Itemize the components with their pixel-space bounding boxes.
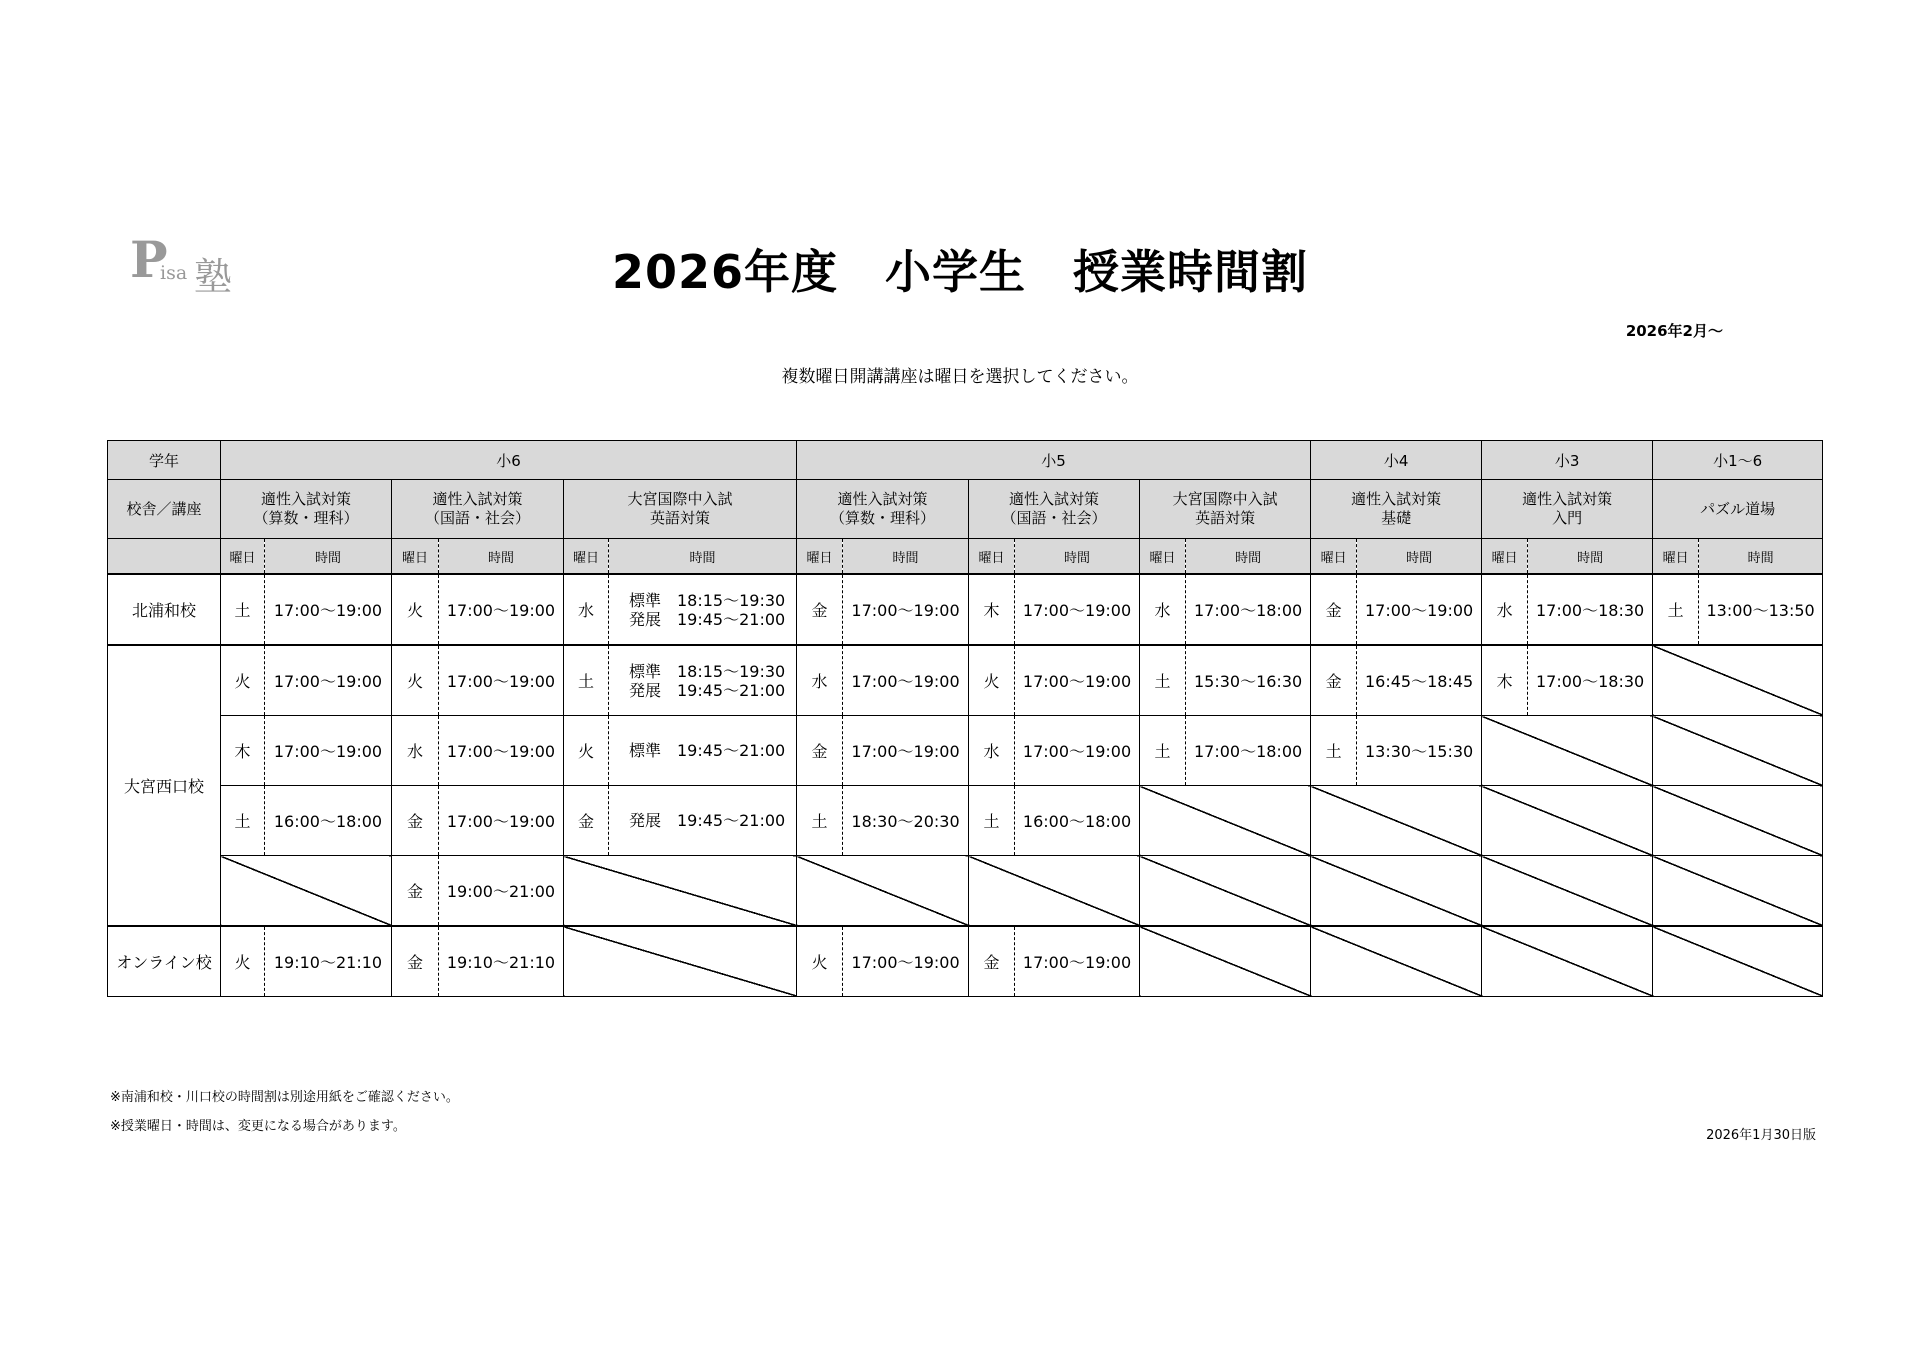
sub-header-time: 時間 [843,539,969,575]
day-cell: 金 [392,786,439,856]
timetable [107,440,1823,997]
time-cell: 19:10～21:10 [265,926,392,997]
sub-header-time: 時間 [1357,539,1482,575]
time-cell: 17:00～19:00 [265,574,392,645]
edition-date: 2026年1月30日版 [1706,1128,1816,1143]
table-row [108,926,1823,997]
time-cell: 13:30～15:30 [1357,716,1482,786]
time-cell: 17:00～19:00 [1015,574,1140,645]
grade-5-header: 小5 [797,441,1311,480]
day-cell: 金 [564,786,609,856]
day-cell: 土 [797,786,843,856]
day-cell: 土 [969,786,1015,856]
day-cell: 火 [221,926,265,997]
time-cell: 17:00～19:00 [1015,645,1140,716]
time-cell: 16:45～18:45 [1357,645,1482,716]
time-cell: 17:00～19:00 [1357,574,1482,645]
time-cell: 18:30～20:30 [843,786,969,856]
day-cell: 金 [392,856,439,927]
sub-header-day: 曜日 [1653,539,1699,575]
empty-slot [1482,786,1653,856]
empty-slot [1482,926,1653,997]
empty-slot [1653,645,1823,716]
course-g5-math-science: 適性入試対策 （算数・理科） [797,480,969,539]
time-cell: 17:00～19:00 [439,716,564,786]
day-cell: 水 [564,574,609,645]
empty-slot [1311,926,1482,997]
sub-header-day: 曜日 [1482,539,1528,575]
time-cell: 17:00～19:00 [439,786,564,856]
day-cell: 土 [221,574,265,645]
sub-header-time: 時間 [1015,539,1140,575]
time-cell: 17:00～18:30 [1528,574,1653,645]
day-cell: 土 [564,645,609,716]
time-cell: 17:00～19:00 [439,645,564,716]
day-cell: 火 [797,926,843,997]
page-title: 2026年度 小学生 授業時間割 [611,245,1309,299]
time-cell: 17:00～19:00 [265,645,392,716]
course-g6-english: 大宮国際中入試 英語対策 [564,480,797,539]
selection-note: 複数曜日開講講座は曜日を選択してください。 [781,367,1139,387]
empty-slot [1311,856,1482,927]
time-cell: 発展 19:45～21:00 [609,786,797,856]
day-cell: 金 [392,926,439,997]
empty-slot [1140,786,1311,856]
day-cell: 水 [1482,574,1528,645]
empty-slot [1482,856,1653,927]
time-cell: 17:00～19:00 [843,716,969,786]
empty-slot [1482,716,1653,786]
grade-4-header: 小4 [1311,441,1482,480]
empty-slot [1311,786,1482,856]
logo-juku: 塾 [194,255,233,299]
day-cell: 木 [1482,645,1528,716]
day-cell: 金 [797,716,843,786]
course-g3-intro: 適性入試対策 入門 [1482,480,1653,539]
sub-header-day: 曜日 [969,539,1015,575]
logo-isa: isa [160,262,188,284]
day-cell: 火 [392,574,439,645]
time-cell: 17:00～19:00 [1015,926,1140,997]
course-g6-japanese-social: 適性入試対策 （国語・社会） [392,480,564,539]
time-cell: 19:00～21:00 [439,856,564,927]
time-cell: 16:00～18:00 [265,786,392,856]
empty-slot [1140,856,1311,927]
empty-slot [221,856,392,927]
day-cell: 火 [564,716,609,786]
time-cell: 17:00～19:00 [843,926,969,997]
day-cell: 火 [221,645,265,716]
sub-header-day: 曜日 [797,539,843,575]
time-cell: 17:00～18:00 [1186,716,1311,786]
sub-header-time: 時間 [609,539,797,575]
day-cell: 土 [1140,645,1186,716]
sub-header-blank [108,539,221,575]
table-row [108,716,1823,786]
day-cell: 火 [392,645,439,716]
sub-header-time: 時間 [265,539,392,575]
day-cell: 土 [1311,716,1357,786]
day-cell: 水 [969,716,1015,786]
day-cell: 金 [797,574,843,645]
day-cell: 土 [221,786,265,856]
time-cell: 17:00～19:00 [1015,716,1140,786]
empty-slot [797,856,969,927]
empty-slot [1653,716,1823,786]
time-cell: 17:00～18:30 [1528,645,1653,716]
sub-header-day: 曜日 [1140,539,1186,575]
time-cell: 17:00～19:00 [265,716,392,786]
time-cell: 標準 19:45～21:00 [609,716,797,786]
table-row [108,856,1823,927]
time-cell: 19:10～21:10 [439,926,564,997]
sub-header-day: 曜日 [1311,539,1357,575]
grade-header-label: 学年 [108,441,221,480]
time-cell: 17:00～19:00 [843,645,969,716]
time-cell: 17:00～19:00 [843,574,969,645]
day-cell: 木 [221,716,265,786]
day-cell: 土 [1140,716,1186,786]
day-cell: 水 [1140,574,1186,645]
table-row [108,786,1823,856]
course-g5-english: 大宮国際中入試 英語対策 [1140,480,1311,539]
empty-slot [564,856,797,927]
time-cell: 標準 18:15～19:30 発展 19:45～21:00 [609,574,797,645]
grade-1-6-header: 小1～6 [1653,441,1823,480]
time-cell: 標準 18:15～19:30 発展 19:45～21:00 [609,645,797,716]
sub-header-time: 時間 [439,539,564,575]
course-g5-japanese-social: 適性入試対策 （国語・社会） [969,480,1140,539]
time-cell: 15:30～16:30 [1186,645,1311,716]
grade-6-header: 小6 [221,441,797,480]
school-online: オンライン校 [108,926,221,997]
course-header-label: 校舎／講座 [108,480,221,539]
empty-slot [969,856,1140,927]
empty-slot [1653,786,1823,856]
time-cell: 16:00～18:00 [1015,786,1140,856]
sub-header-time: 時間 [1699,539,1823,575]
empty-slot [1653,856,1823,927]
time-cell: 13:00～13:50 [1699,574,1823,645]
school-kitaurawa: 北浦和校 [108,574,221,645]
course-puzzle-dojo: パズル道場 [1653,480,1823,539]
day-cell: 金 [1311,574,1357,645]
school-omiya-nishiguchi: 大宮西口校 [108,645,221,926]
empty-slot [564,926,797,997]
day-cell: 水 [392,716,439,786]
day-cell: 金 [969,926,1015,997]
footnote-schedule-change: ※授業曜日・時間は、変更になる場合があります。 [110,1119,406,1134]
sub-header-day: 曜日 [564,539,609,575]
table-row [108,645,1823,716]
time-cell: 17:00～19:00 [439,574,564,645]
grade-3-header: 小3 [1482,441,1653,480]
table-row [108,574,1823,645]
empty-slot [1653,926,1823,997]
logo-letter-p: P [130,230,168,289]
day-cell: 金 [1311,645,1357,716]
sub-header-day: 曜日 [392,539,439,575]
day-cell: 水 [797,645,843,716]
day-cell: 土 [1653,574,1699,645]
footnote-other-schools: ※南浦和校・川口校の時間割は別途用紙をご確認ください。 [110,1090,459,1105]
day-cell: 火 [969,645,1015,716]
sub-header-time: 時間 [1528,539,1653,575]
empty-slot [1140,926,1311,997]
sub-header-time: 時間 [1186,539,1311,575]
effective-date: 2026年2月～ [1625,322,1723,340]
course-g4-basic: 適性入試対策 基礎 [1311,480,1482,539]
sub-header-day: 曜日 [221,539,265,575]
time-cell: 17:00～18:00 [1186,574,1311,645]
day-cell: 木 [969,574,1015,645]
course-g6-math-science: 適性入試対策 （算数・理科） [221,480,392,539]
